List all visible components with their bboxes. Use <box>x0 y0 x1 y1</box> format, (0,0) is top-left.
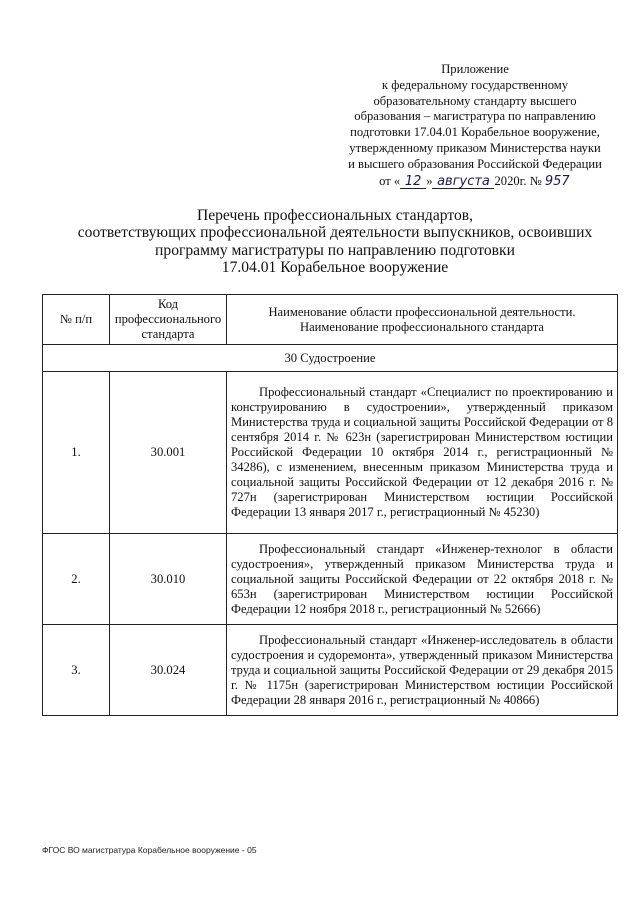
row-description <box>227 625 618 716</box>
table-row <box>43 372 618 534</box>
header-name: Наименование области профессиональной деятельности. Наименование профессионального стандарта <box>227 295 618 345</box>
order-day-handwritten: 12 <box>400 175 426 189</box>
row-description-text: Профессиональный стандарт «Инженер-технолог в области судостроения», утвержденный приказом Министерства труда и социальной защиты Российской Федерации от 22 октября 2018 г. № 653н (зарегистрирован Министерством юстиции Российской Федерации 12 ноября 2018 г., регистрационный № 52666) <box>231 541 613 616</box>
title-line: соответствующих профессиональной деятельности выпускников, освоивших <box>77 224 593 242</box>
table-header-row <box>43 295 618 345</box>
header-num: № п/п <box>43 295 110 345</box>
section-title: 30 Судостроение <box>43 345 618 372</box>
row-description <box>227 534 618 625</box>
row-num: 1. <box>43 372 110 534</box>
row-code: 30.024 <box>110 625 227 716</box>
title-line: Перечень профессиональных стандартов, <box>196 207 474 224</box>
appendix-line: подготовки 17.04.01 Корабельное вооружение, <box>350 125 600 140</box>
row-num: 3. <box>43 625 110 716</box>
title-line: программу магистратуры по направлению подготовки <box>155 241 515 259</box>
document-title <box>40 207 630 277</box>
order-year-text: 2020г. № <box>494 173 542 188</box>
row-code: 30.010 <box>110 534 227 625</box>
title-line: 17.04.01 Корабельное вооружение <box>221 259 449 277</box>
section-row <box>43 345 618 372</box>
order-month-handwritten: августа <box>432 175 494 189</box>
row-description <box>227 372 618 534</box>
appendix-line: к федеральному государственному <box>381 77 569 92</box>
appendix-line: образования – магистратура по направлению <box>354 109 596 124</box>
order-prefix: от « <box>379 173 401 188</box>
appendix-block <box>330 62 620 189</box>
row-description-text: Профессиональный стандарт «Инженер-исследователь в области судостроения и судоремонта», утвержденный приказом Министерства труда и социальной защиты Российской Федерации от 29 декабря 2015 г. № 1175н (зарегистрирован Министерством юстиции Российской Федерации 28 января 2016 г., регистрационный № 40866) <box>231 632 613 707</box>
row-num: 2. <box>43 534 110 625</box>
order-number-handwritten: 957 <box>544 173 570 189</box>
appendix-line: образовательному стандарту высшего <box>373 93 577 108</box>
appendix-line: и высшего образования Российской Федерации <box>348 156 602 171</box>
appendix-line: Приложение <box>441 62 509 76</box>
header-code: Код профессионального стандарта <box>110 295 227 345</box>
row-code: 30.001 <box>110 372 227 534</box>
appendix-line: утвержденному приказом Министерства науки <box>349 140 601 155</box>
order-mid: » <box>426 173 433 188</box>
table-row <box>43 625 618 716</box>
row-description-text: Профессиональный стандарт «Специалист по проектированию и конструированию в судостроении», утвержденный приказом Министерства труда и социальной защиты Российской Федерации от 8 сентября 2014 г. № 623н (зарегистрирован Министерством юстиции Российской Федерации 10 октября 2014 г., регистрационный № 34286), с изменением, внесенным приказом Министерства труда и социальной защиты Российской Федерации от 12 декабря 2016 г. № 727н (зарегистрирован Министерством юстиции Российской Федерации 13 января 2017 г., регистрационный № 45230) <box>231 385 613 519</box>
order-date-line <box>330 174 620 190</box>
page-footer: ФГОС ВО магистратура Корабельное вооружение - 05 <box>42 845 257 855</box>
standards-table <box>42 294 618 716</box>
table-row <box>43 534 618 625</box>
